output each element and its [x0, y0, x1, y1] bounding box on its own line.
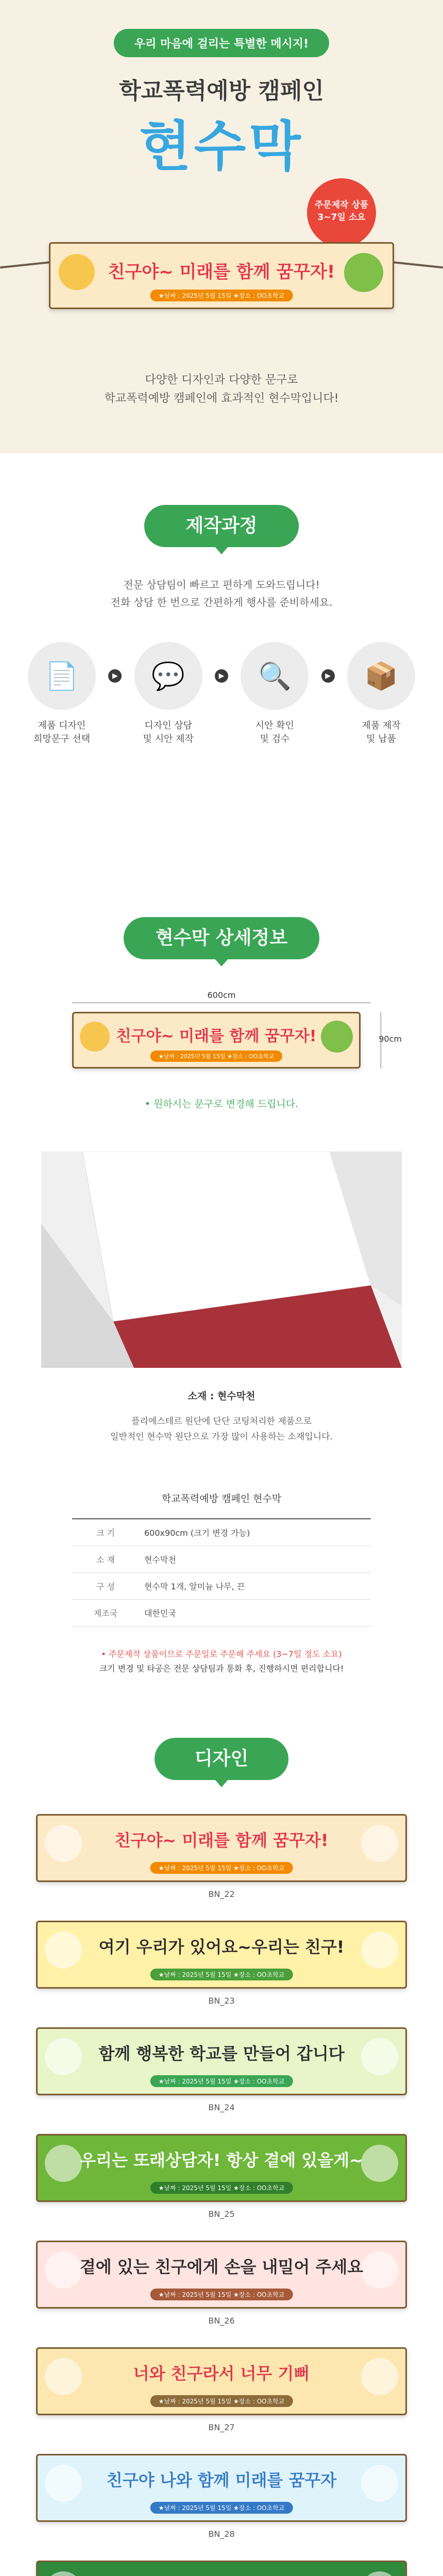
banner-info: ★날짜 : 2025년 5월 15일 ★장소 : OO초학교	[150, 290, 293, 301]
spec-value: 600x90cm (크기 변경 가능)	[139, 1519, 371, 1546]
banner-title: 여기 우리가 있어요~우리는 친구!	[98, 1937, 345, 1957]
delivery-icon: 📦	[347, 642, 415, 710]
width-label: 600cm	[207, 990, 236, 1000]
design-banner[interactable]	[36, 1921, 407, 1989]
banner-title: 우리는 또래상담자! 항상 곁에 있을게~	[80, 2150, 363, 2170]
arrow-icon: ▶	[321, 669, 335, 683]
design-item[interactable]	[36, 2241, 407, 2326]
table-row	[72, 1600, 371, 1626]
hero-subtitle: 학교폭력예방 캠페인	[119, 78, 324, 104]
details-heading: 현수막 상세정보	[124, 917, 319, 959]
step-4	[345, 642, 417, 746]
design-banner[interactable]	[36, 2454, 407, 2522]
design-code: BN_23	[208, 1996, 235, 2006]
arrow-icon: ▶	[215, 669, 228, 683]
step-1-label-2: 희망문구 선택	[33, 734, 91, 744]
material-desc-line-1: 플리에스테르 원단에 단단 코팅처리한 제품으로	[131, 1416, 312, 1427]
banner-visual	[49, 242, 394, 309]
badge-line-1: 주문제작 상품	[314, 200, 369, 210]
process-section	[0, 453, 443, 907]
notice-line-1: • 주문제작 상품이므로 주문일로 주문해 주세요 (3~7일 정도 소요)	[101, 1649, 342, 1659]
step-2-label-1: 디자인 상담	[144, 720, 192, 731]
material-desc-line-2: 일반적인 현수막 원단으로 가장 많이 사용하는 소재입니다.	[110, 1432, 333, 1442]
banner-title: 친구야 나와 함께 미래를 꿈꾸자	[106, 2470, 337, 2490]
design-item[interactable]	[36, 2454, 407, 2539]
banner-visual	[36, 2347, 407, 2415]
design-banner[interactable]	[36, 1814, 407, 1882]
banner-visual	[36, 2134, 407, 2202]
spec-key: 크 기	[72, 1519, 139, 1546]
banner-title	[38, 2574, 405, 2576]
spec-value: 현수막천	[139, 1546, 371, 1573]
material-title: 소재 : 현수막천	[188, 1391, 255, 1402]
step-3	[238, 642, 311, 746]
notice-line-2: 크기 변경 및 타공은 전문 상담팀과 통화 후, 진행하시면 편리합니다!	[99, 1664, 344, 1673]
step-2-label-2: 및 시안 제작	[143, 734, 194, 744]
table-row	[72, 1573, 371, 1600]
spec-value: 현수막 1개, 알미늄 나무, 끈	[139, 1573, 371, 1600]
banner-info: ★날짜 : 2025년 5월 15일 ★장소 : OO초학교	[150, 2289, 293, 2300]
rope-left	[0, 261, 52, 268]
order-badge	[307, 178, 376, 247]
spec-section	[72, 1491, 371, 1626]
design-banner[interactable]	[36, 2241, 407, 2309]
design-banner[interactable]	[36, 2027, 407, 2095]
banner-visual	[36, 1921, 407, 1989]
hero-description	[0, 371, 443, 408]
design-item[interactable]	[36, 2027, 407, 2112]
material-description	[0, 1414, 443, 1445]
document-icon: 📄	[28, 642, 96, 710]
design-heading: 디자인	[155, 1738, 288, 1780]
step-4-label-2: 및 납품	[366, 734, 396, 744]
fabric-photo	[41, 1151, 402, 1368]
banner-info: ★날짜 : 2025년 5월 15일 ★장소 : OO초학교	[150, 2075, 293, 2087]
details-section	[0, 907, 443, 1676]
hero-section	[0, 0, 443, 453]
design-item[interactable]	[36, 1921, 407, 2006]
dimension-diagram	[41, 985, 402, 1088]
design-banner[interactable]	[36, 2134, 407, 2202]
spec-table	[72, 1518, 371, 1626]
design-code: BN_24	[208, 2103, 235, 2112]
banner-title: 친구야~ 미래를 함께 꿈꾸자!	[108, 262, 335, 283]
banner-info: ★날짜 : 2025년 5월 15일 ★장소 : OO초학교	[150, 2395, 293, 2407]
design-code: BN_22	[208, 1889, 235, 1899]
dimension-banner	[72, 1012, 361, 1069]
consult-icon: 💬	[134, 642, 202, 710]
design-list	[0, 1814, 443, 2576]
hero-desc-line-1: 다양한 디자인과 다양한 문구로	[145, 374, 298, 386]
banner-visual	[36, 2241, 407, 2309]
banner-visual	[36, 2454, 407, 2522]
banner-info: ★날짜 : 2025년 5월 15일 ★장소 : OO초학교	[150, 2182, 293, 2194]
design-item[interactable]	[36, 2347, 407, 2432]
banner-title: 친구야~ 미래를 함께 꿈꾸자!	[114, 1830, 329, 1850]
arrow-icon: ▶	[108, 669, 122, 683]
hero-title: 현수막	[139, 115, 304, 178]
design-code: BN_27	[208, 2422, 235, 2432]
review-icon: 🔍	[241, 642, 309, 710]
height-label: 90cm	[379, 1034, 402, 1044]
banner-info: ★날짜 : 2025년 5월 15일 ★장소 : OO초학교	[150, 1862, 293, 1874]
banner-visual	[36, 1814, 407, 1882]
banner-info: ★날짜 : 2025년 5월 15일 ★장소 : OO초학교	[150, 1969, 293, 1980]
hero-desc-line-2: 학교폭력예방 캠페인에 효과적인 현수막입니다!	[104, 392, 339, 405]
table-row	[72, 1519, 371, 1546]
step-3-label-2: 및 검수	[260, 734, 290, 744]
banner-info: ★날짜 : 2025년 5월 15일 ★장소 : OO초학교	[150, 1050, 282, 1062]
order-notice	[0, 1647, 443, 1676]
spec-title: 학교폭력예방 캠페인 현수막	[161, 1493, 282, 1504]
step-3-label-1: 시안 확인	[255, 720, 294, 731]
table-row	[72, 1546, 371, 1573]
design-item[interactable]	[36, 2561, 407, 2576]
banner-title: 너와 친구라서 너무 기뻐	[133, 2363, 310, 2383]
fabric-illustration	[41, 1151, 402, 1368]
design-section	[0, 1676, 443, 2576]
badge-line-2: 3~7일 소요	[317, 212, 366, 223]
custom-text-note: • 원하시는 문구로 변경해 드립니다.	[144, 1098, 299, 1110]
process-desc-line-1: 전문 상담팀이 빠르고 편하게 도와드립니다!	[123, 579, 320, 591]
spec-key: 제조국	[72, 1600, 139, 1626]
banner-title: 곁에 있는 친구에게 손을 내밀어 주세요	[79, 2257, 364, 2277]
hero-pill: 우리 마음에 걸리는 특별한 메시지!	[114, 29, 329, 57]
process-steps	[26, 642, 417, 746]
spec-value: 대한민국	[139, 1600, 371, 1626]
process-heading: 제작과정	[144, 505, 299, 547]
step-1-label-1: 제품 디자인	[38, 720, 86, 731]
rope-right	[391, 261, 443, 268]
design-code: BN_25	[208, 2209, 235, 2219]
design-item[interactable]	[36, 1814, 407, 1899]
process-desc-line-2: 전화 상담 한 번으로 간편하게 행사를 준비하세요.	[110, 596, 333, 608]
hero-banner	[49, 242, 394, 309]
spec-key: 구 성	[72, 1573, 139, 1600]
banner-visual	[36, 2561, 407, 2576]
banner-title: 함께 행복한 학교를 만들어 갑니다	[98, 2043, 345, 2063]
step-1	[26, 642, 98, 746]
banner-title: 친구야~ 미래를 함께 꿈꾸자!	[116, 1027, 317, 1045]
spec-key: 소 재	[72, 1546, 139, 1573]
step-4-label-1: 제품 제작	[362, 720, 401, 731]
banner-info: ★날짜 : 2025년 5월 15일 ★장소 : OO초학교	[150, 2502, 293, 2514]
design-banner[interactable]	[36, 2347, 407, 2415]
step-2	[132, 642, 205, 746]
design-code: BN_28	[208, 2529, 235, 2539]
design-item[interactable]	[36, 2134, 407, 2219]
banner-visual	[36, 2027, 407, 2095]
process-description	[0, 576, 443, 611]
design-banner[interactable]	[36, 2561, 407, 2576]
design-code: BN_26	[208, 2316, 235, 2326]
